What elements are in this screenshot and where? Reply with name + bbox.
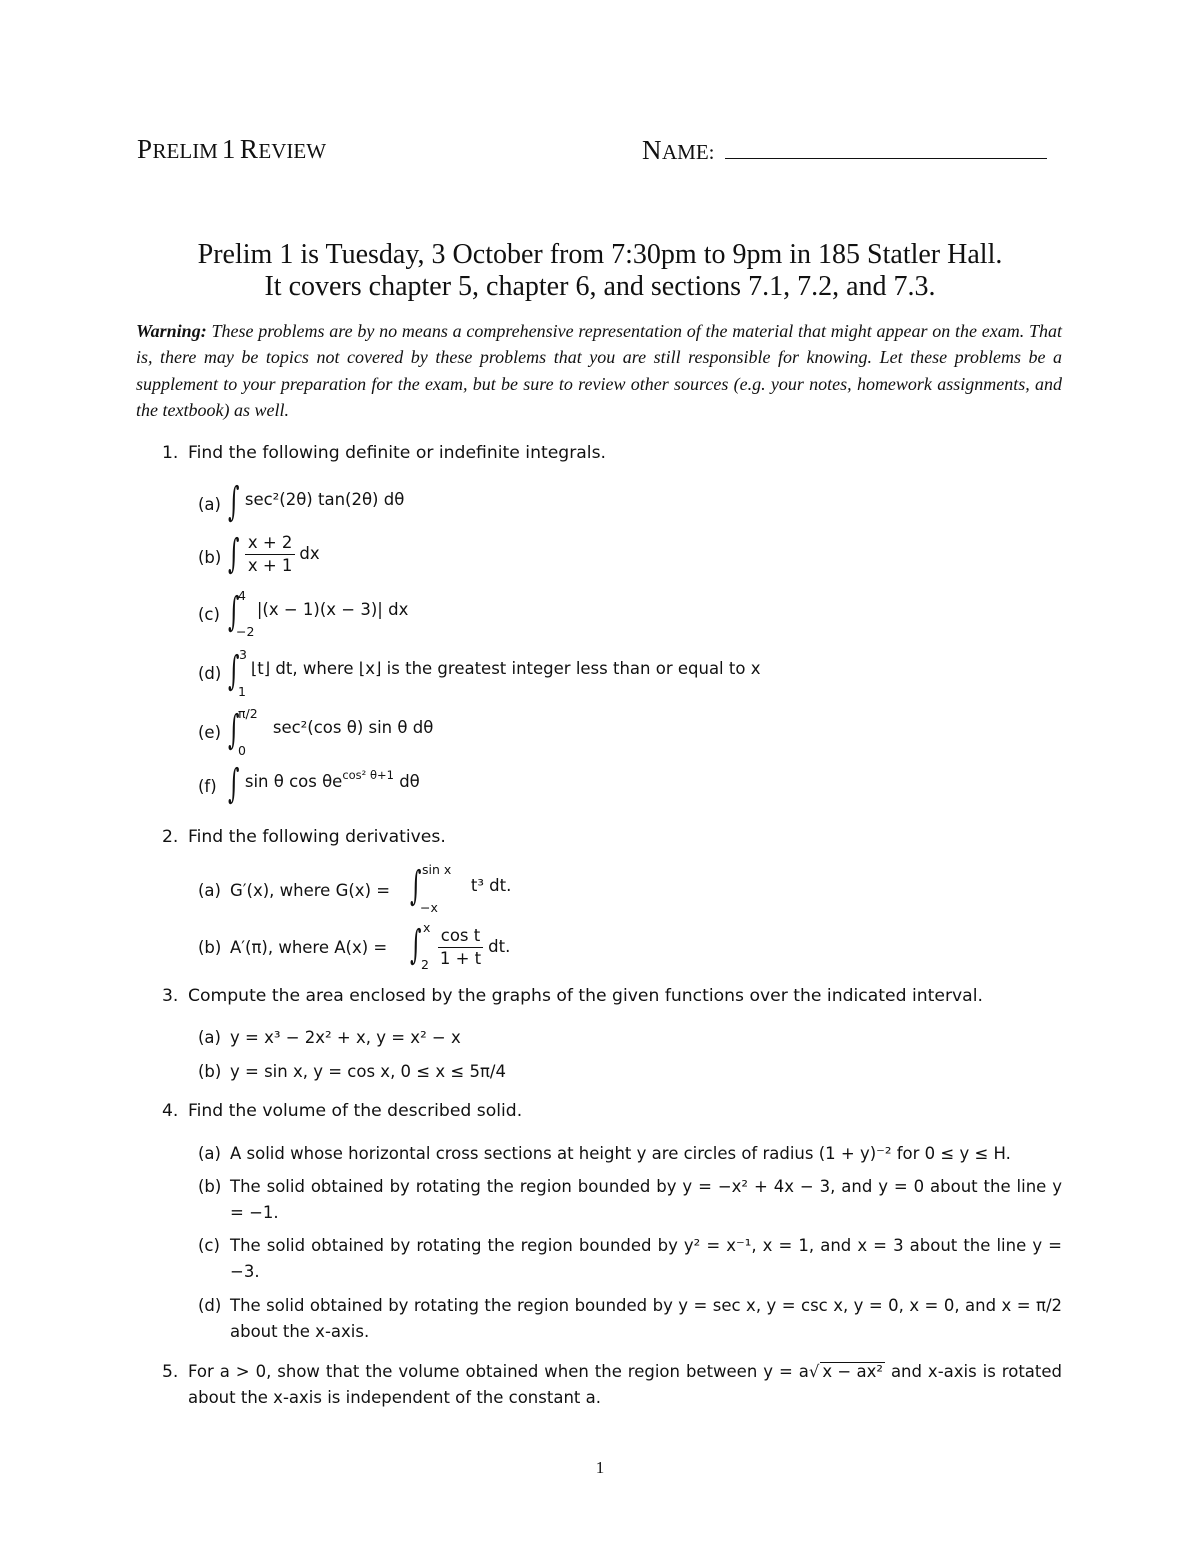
integral-sign: ∫ — [228, 479, 240, 525]
q1b-expr — [228, 531, 320, 585]
q1b-fraction — [245, 532, 296, 577]
q2b-differential: dt. — [488, 937, 511, 956]
q3a-expr: y = x³ − 2x² + x, y = x² − x — [230, 1028, 461, 1047]
q1d-upper-limit: 3 — [239, 647, 247, 662]
q2b-numerator: cos t — [438, 925, 483, 948]
q2a-upper-limit: sin x — [422, 862, 452, 877]
q2-number: 2. — [162, 827, 179, 847]
q4b-text: The solid obtained by rotating the region bounded by y = −x² + 4x − 3, and y = 0 about the line y = −1. — [230, 1177, 1062, 1222]
q2a-label: (a) — [198, 881, 221, 900]
q1d-expr — [228, 648, 761, 694]
q5-text-end: and x-axis is rotated about the x-axis is independent of the constant a. — [188, 1362, 1062, 1407]
q4c-text: The solid obtained by rotating the region bounded by y² = x⁻¹, x = 1, and x = 3 about the line y = −3. — [230, 1236, 1062, 1281]
q1a-label: (a) — [198, 495, 221, 514]
q1c-label: (c) — [198, 605, 220, 624]
name-blank-line — [725, 134, 1047, 159]
q1b-denominator: x + 1 — [247, 556, 293, 575]
q1e-upper-limit: π/2 — [238, 706, 258, 721]
q1f-expr — [228, 761, 420, 807]
q1c-integrand: |(x − 1)(x − 3)| dx — [256, 600, 409, 619]
name-label: AME: — [662, 140, 715, 164]
sqrt-symbol: √ — [808, 1362, 820, 1381]
q2-text: Find the following derivatives. — [188, 827, 446, 847]
integral-sign: ∫ — [228, 589, 240, 635]
q3b-label: (b) — [198, 1062, 222, 1081]
integral-sign: ∫ — [228, 531, 240, 577]
page-number: 1 — [595, 1458, 605, 1477]
title-number: 1 — [221, 134, 236, 164]
q1b-differential: dx — [299, 544, 320, 563]
warning-paragraph — [136, 318, 1062, 424]
q1e-lower-limit: 0 — [238, 743, 246, 758]
q5-text-start: For a > 0, show that the volume obtained when the region between y = a — [188, 1362, 809, 1381]
q1f-label: (f) — [198, 777, 217, 796]
q4-text: Find the volume of the described solid. — [188, 1101, 523, 1121]
name-initial: N — [642, 135, 662, 165]
integral-sign: ∫ — [410, 922, 422, 968]
q2b-label: (b) — [198, 938, 222, 957]
q3b-expr: y = sin x, y = cos x, 0 ≤ x ≤ 5π/4 — [230, 1062, 506, 1081]
q2b-pre: A′(π), where A(x) = — [230, 938, 388, 957]
q1f-base: sin θ cos θe — [244, 772, 343, 791]
q4-number: 4. — [162, 1101, 179, 1121]
q2b-fraction — [437, 925, 484, 970]
title-rest: RELIM — [152, 139, 218, 163]
name-field — [642, 134, 1047, 166]
integral-sign: ∫ — [228, 761, 240, 807]
q1c-upper-limit: 4 — [238, 588, 246, 603]
integral-sign: ∫ — [228, 707, 240, 753]
title-second-initial: R — [239, 134, 259, 164]
q4c-label: (c) — [198, 1236, 220, 1255]
q2a-pre: G′(x), where G(x) = — [230, 881, 391, 900]
document-title — [137, 134, 326, 165]
q4a-text: A solid whose horizontal cross sections at height y are circles of radius (1 + y)⁻² for 0 ≤ y ≤ H. — [230, 1144, 1011, 1163]
q4b-label: (b) — [198, 1177, 222, 1196]
warning-label: Warning: — [136, 321, 207, 341]
q4d-text: The solid obtained by rotating the region bounded by y = sec x, y = csc x, y = 0, x = 0, and x = π/2 about the x-axis. — [230, 1296, 1062, 1341]
q1a-integrand: sec²(2θ) tan(2θ) dθ — [244, 490, 405, 509]
q1d-lower-limit: 1 — [238, 684, 246, 699]
q1-text: Find the following definite or indefinite integrals. — [188, 443, 606, 463]
q1c-lower-limit: −2 — [236, 624, 255, 639]
q1d-integrand: ⌊t⌋ dt, where ⌊x⌋ is the greatest integer less than or equal to x — [250, 659, 761, 678]
q5-number: 5. — [162, 1362, 179, 1382]
q2a-lower-limit: −x — [420, 900, 438, 915]
q5-text — [188, 1359, 1062, 1411]
q5-radicand: x − ax² — [822, 1362, 883, 1381]
q1e-label: (e) — [198, 723, 222, 742]
q1e-integrand: sec²(cos θ) sin θ dθ — [272, 718, 434, 737]
q4d-label: (d) — [198, 1296, 222, 1315]
title-second-rest: EVIEW — [258, 139, 327, 163]
q2b-lower-limit: 2 — [421, 957, 429, 972]
integral-sign: ∫ — [410, 863, 422, 909]
q3a-label: (a) — [198, 1028, 221, 1047]
q2b-upper-limit: x — [423, 920, 431, 935]
title-initial: P — [137, 134, 153, 164]
q3-number: 3. — [162, 986, 179, 1006]
q1e-expr — [228, 707, 434, 753]
q1a-expr — [228, 479, 405, 525]
q1d-label: (d) — [198, 664, 222, 683]
q1f-differential: dθ — [399, 772, 420, 791]
exam-info-line-1: Prelim 1 is Tuesday, 3 October from 7:30pm to 9pm in 185 Statler Hall. — [197, 239, 1003, 270]
q1f-exponent: cos² θ+1 — [342, 768, 394, 782]
q1b-numerator: x + 2 — [245, 532, 296, 555]
warning-text: These problems are by no means a comprehensive representation of the material that might appear on the exam. That is, there may be topics not covered by these problems that you are still responsible for knowing. Let these problems be a supplement to your preparation for the exam, but be sure to review other sources (e.g. your notes, homework assignments, and the textbook) as well. — [136, 321, 1062, 421]
q1-number: 1. — [162, 443, 179, 463]
q2b-denominator: 1 + t — [439, 949, 482, 968]
q4a-label: (a) — [198, 1144, 221, 1163]
q1c-expr — [228, 589, 409, 635]
q2a-integrand: t³ dt. — [470, 876, 512, 895]
q3-text: Compute the area enclosed by the graphs of the given functions over the indicated interval. — [188, 986, 983, 1006]
integral-sign: ∫ — [228, 648, 240, 694]
exam-info-line-2: It covers chapter 5, chapter 6, and sections 7.1, 7.2, and 7.3. — [264, 271, 936, 302]
q1b-label: (b) — [198, 548, 222, 567]
